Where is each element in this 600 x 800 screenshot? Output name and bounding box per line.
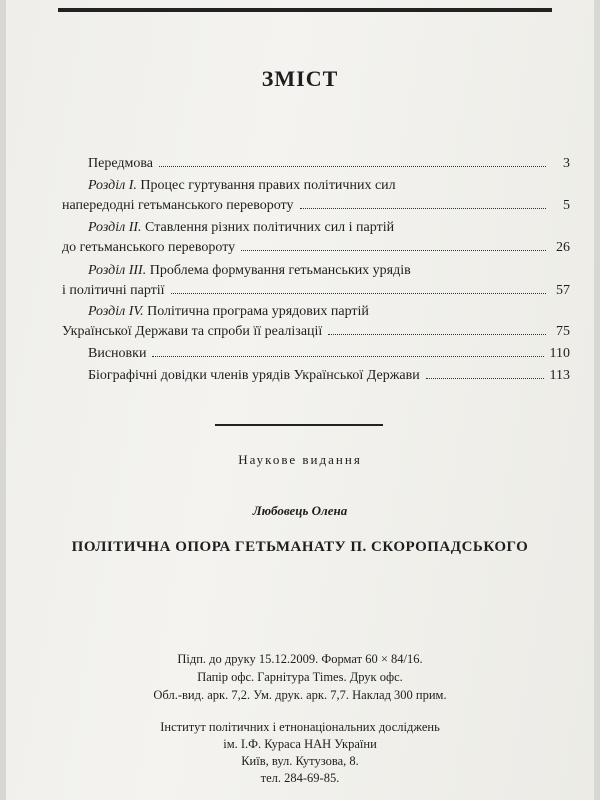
toc-entry-chapter-1-line-1 — [88, 178, 396, 194]
chapter-label: Розділ II. — [88, 220, 142, 235]
toc-page-number: 5 — [563, 198, 570, 213]
toc-entry-chapter-2-line-1 — [88, 220, 394, 236]
print-info-line: Папір офс. Гарнітура Times. Друк офс. — [197, 670, 403, 684]
publisher-line: ім. І.Ф. Кураса НАН України — [223, 737, 377, 751]
toc-entry-chapter-1-line-2 — [62, 198, 570, 214]
toc-entry-conclusions — [88, 346, 570, 362]
toc-entry-chapter-4-line-2 — [62, 324, 570, 340]
toc-entry-text: Процес гуртування правих політичних сил — [140, 178, 396, 193]
toc-entry-text: і політичні партії — [62, 283, 165, 298]
publisher-line: тел. 284-69-85. — [260, 771, 340, 785]
toc-entry-text: Української Держави та спроби її реалізації — [62, 324, 323, 339]
toc-entry-text: Проблема формування гетьманських урядів — [149, 263, 411, 278]
toc-entry-text: Ставлення різних політичних сил і партій — [145, 220, 395, 235]
chapter-label: Розділ IV. — [88, 304, 144, 319]
toc-entry-chapter-3-line-2 — [62, 283, 570, 299]
toc-entry-preface — [88, 156, 570, 172]
toc-entry-chapter-2-line-2 — [62, 240, 570, 256]
toc-entry-biographies — [88, 368, 570, 384]
chapter-label: Розділ I. — [88, 178, 137, 193]
dot-leader — [171, 292, 546, 294]
edition-type: Наукове видання — [238, 452, 362, 467]
dot-leader — [241, 249, 546, 251]
toc-entry-chapter-4-line-1 — [88, 304, 369, 320]
toc-entry-text: Висновки — [88, 346, 147, 361]
chapter-label: Розділ III. — [88, 263, 147, 278]
page-title: ЗМІСТ — [261, 66, 339, 91]
toc-entry-text: напередодні гетьманського перевороту — [62, 198, 294, 213]
dot-leader — [328, 333, 546, 335]
toc-entry-text: Передмова — [88, 156, 153, 171]
toc-entry-text: Біографічні довідки членів урядів Української Держави — [88, 368, 420, 383]
toc-page-number: 110 — [549, 346, 570, 361]
book-title: ПОЛІТИЧНА ОПОРА ГЕТЬМАНАТУ П. СКОРОПАДСЬКОГО — [71, 539, 529, 555]
toc-page-number: 26 — [556, 240, 570, 255]
publisher-line: Інститут політичних і етнонаціональних досліджень — [160, 720, 440, 734]
dot-leader — [152, 355, 543, 357]
dot-leader — [300, 207, 547, 209]
top-rule — [58, 8, 552, 12]
toc-page-number: 57 — [556, 283, 570, 298]
toc-page-number: 75 — [556, 324, 570, 339]
author-name: Любовець Олена — [252, 503, 348, 518]
divider — [215, 424, 383, 426]
toc-entry-text: Політична програма урядових партій — [147, 304, 369, 319]
toc-page-number: 3 — [563, 156, 570, 171]
dot-leader — [159, 165, 546, 167]
dot-leader — [426, 377, 544, 379]
toc-page-number: 113 — [549, 368, 570, 383]
toc-entry-text: до гетьманського перевороту — [62, 240, 236, 255]
print-info-line: Обл.-вид. арк. 7,2. Ум. друк. арк. 7,7. Наклад 300 прим. — [153, 688, 447, 702]
toc-entry-chapter-3-line-1 — [88, 263, 411, 279]
publisher-line: Київ, вул. Кутузова, 8. — [241, 754, 359, 768]
print-info-line: Підп. до друку 15.12.2009. Формат 60 × 84/16. — [177, 652, 423, 666]
